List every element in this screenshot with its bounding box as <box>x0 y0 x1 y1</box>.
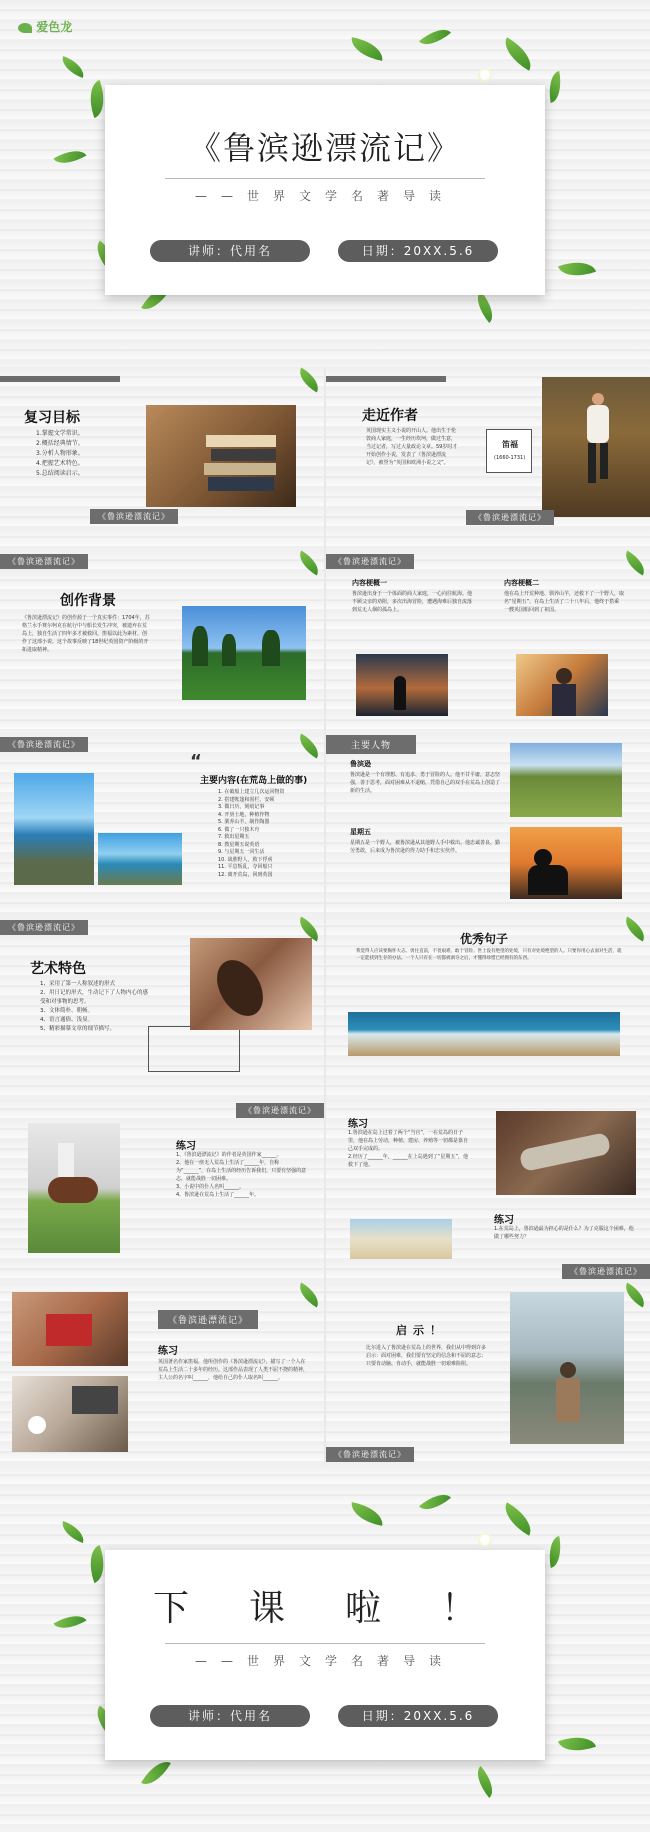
list-item: 4. 开垦土地，种植作物 <box>218 811 270 818</box>
leaf-icon <box>54 143 87 170</box>
leaf-icon <box>58 56 87 78</box>
list-item: 1. 在破船上建立几次运回物资 <box>218 789 285 795</box>
flower-icon <box>480 70 490 80</box>
author-body: 英国现实主义小说的开山人。他出生于伦敦商人家庭，一生经历坎坷，做过生意，当过记者，写过大量政论文章。59岁时才开始创作小说，发表了《鲁滨逊漂流记》，被誉为“英国和欧洲小说之父”。 <box>366 428 458 466</box>
leaf-icon <box>498 37 538 71</box>
section-heading: 创作背景 <box>60 593 116 609</box>
slide-inspiration <box>326 1282 650 1465</box>
flower-icon <box>480 1535 490 1545</box>
leaf-icon <box>620 1282 650 1307</box>
book-tag: 《鲁滨逊漂流记》 <box>0 737 88 752</box>
desk-photo <box>12 1376 128 1452</box>
list-item: 3.分析人物形象。 <box>36 450 84 457</box>
sunset-man-photo <box>356 654 448 716</box>
leaf-icon <box>470 291 500 323</box>
list-item: 1.掌握文学常识。 <box>36 430 84 437</box>
leaf-icon <box>546 1536 565 1568</box>
leaf-icon <box>546 71 565 103</box>
cover-subtitle: ——世界文学名著导读 <box>194 189 455 203</box>
leaf-icon <box>558 1730 596 1759</box>
list-item: 5.总结阅读启示。 <box>36 470 84 477</box>
slide-exercise-3 <box>0 1282 324 1465</box>
slide-good-sentences <box>326 916 650 1099</box>
top-bar <box>326 376 446 382</box>
content-list <box>218 789 284 879</box>
list-item: 8. 教星期五说英语 <box>218 841 260 848</box>
book-tag: 《鲁滨逊漂流记》 <box>326 1447 414 1462</box>
runner-photo <box>542 377 650 517</box>
section-heading: 复习目标 <box>24 410 80 426</box>
synopsis-body-2: 他在岛上开荒种地、驯养山羊，还救下了一个野人，取名“星期五”。在岛上生活了二十八年后，他终于搭乘一艘英国船回到了祖国。 <box>504 591 625 613</box>
hill-photo <box>510 743 622 817</box>
end-title: 下课啦！ <box>152 1588 537 1629</box>
list-item: 4、语言通俗、浅显。 <box>40 1017 93 1023</box>
slide-exercise-2 <box>326 1099 650 1282</box>
author-name-box <box>486 429 532 473</box>
sentences-body: 我觉得人应该要胸怀大志、勇往直前，不畏艰难，敢于冒险。世上没有绝望的处境，只有对处境绝望的人。只要你用心去面对生活，就一定能找到生存的办法。一个人只有在一切都被剥夺之后，才懂得珍惜已经拥有的东西。 <box>356 949 622 961</box>
section-heading: 优秀句子 <box>460 932 509 946</box>
list-item: 12. 离开荒岛，回到英国 <box>218 871 273 878</box>
leaf-icon <box>349 1502 386 1526</box>
reading-silhouette-photo <box>510 827 622 899</box>
leaf-icon <box>294 550 324 575</box>
list-item: 9. 与星期五一同生活 <box>218 849 265 855</box>
list-item: 2. 搭建帐篷和围栏，安顿 <box>218 796 275 803</box>
end-divider <box>165 1643 485 1644</box>
exercise-body: 1.鲁滨逊在岛上过着了两个“当官”，一在荒岛的日子里，他在岛上劳动，种植、建房、养殖等一切都是靠自己双手完成的。 2.经历了______年，______在上岛遇到了“星期五”，他救下了他。 <box>348 1130 469 1168</box>
leaf-icon <box>294 367 324 392</box>
list-item: 5. 驯养山羊，制作陶器 <box>218 819 270 825</box>
character-body-1: 鲁滨逊是一个有理想、有追求、勇于冒险的人。他不甘平庸，意志坚强，善于思考，面对困难从不退缩，凭借自己的双手在荒岛上创造了新的生活。 <box>350 772 501 794</box>
leaf-icon <box>349 37 386 61</box>
book-tag: 《鲁滨逊漂流记》 <box>562 1264 650 1279</box>
girl-road-photo <box>510 1292 624 1444</box>
character-body-2: 星期五是一个野人，被鲁滨逊从其他野人手中救出。他忠诚善良、勤劳勇敢，后来成为鲁滨逊的得力助手和忠实伙伴。 <box>350 840 501 854</box>
slide-synopsis <box>326 550 650 733</box>
quote-icon: “ <box>190 751 202 772</box>
list-item: 7. 救出星期五 <box>218 834 250 840</box>
slide-art-features <box>0 916 324 1099</box>
cover-teacher-pill: 讲师：代用名 <box>150 240 310 262</box>
leaf-icon <box>54 1608 87 1635</box>
cover-card <box>105 85 545 295</box>
goal-list <box>36 429 84 479</box>
list-item: 4.把握艺术特色。 <box>36 460 84 467</box>
park-photo <box>182 606 306 700</box>
logo-icon <box>18 23 32 33</box>
character-name-2: 星期五 <box>350 828 371 836</box>
inspiration-body: 比尔进入了鲁滨逊在荒岛上的世界，我们从中得到许多启示：面对困难，我们要有坚定的信念和不屈的意志；只要肯动脑、肯动手，就能战胜一切艰难险阻。 <box>366 1345 487 1367</box>
guitar-photo <box>190 938 312 1030</box>
leaf-icon <box>419 1487 451 1517</box>
list-item: 1、采用了第一人称叙述的形式 <box>40 981 116 987</box>
section-heading: 艺术特色 <box>30 961 86 977</box>
book-tag: 《鲁滨逊漂流记》 <box>0 920 88 935</box>
book-tag: 《鲁滨逊漂流记》 <box>90 509 178 524</box>
leaf-icon <box>558 255 596 284</box>
list-item: 3. 做日历，刻痕记事 <box>218 804 265 810</box>
coast-photo <box>98 833 182 885</box>
section-heading: 练习 <box>158 1346 178 1357</box>
end-date-pill: 日期：20XX.5.6 <box>338 1705 498 1727</box>
cover-divider <box>165 178 485 179</box>
leaf-icon <box>141 1755 171 1791</box>
section-heading: 练习 <box>348 1119 368 1130</box>
background-body: 《鲁滨逊漂流记》的创作源于一个真实事件：1704年，苏格兰水手赛尔柯克在航行中与船长发生冲突，被遗弃在荒岛上，独自生活了四年多才被救回。笛福以此为素材，创作了这部小说。这个故事反映了18世纪英国资产阶级的开拓进取精神。 <box>22 615 150 653</box>
section-heading-2: 练习 <box>494 1215 514 1226</box>
leaf-icon <box>620 916 650 941</box>
book-tag: 《鲁滨逊漂流记》 <box>236 1103 324 1118</box>
book-reading-photo <box>12 1292 128 1366</box>
books-photo <box>146 405 296 507</box>
leaf-icon <box>58 1521 87 1543</box>
list-item: 2.概括经典情节。 <box>36 440 84 447</box>
cover-title: 《鲁滨逊漂流记》 <box>188 129 461 167</box>
end-card <box>105 1550 545 1760</box>
cover-date-pill: 日期：20XX.5.6 <box>338 240 498 262</box>
bottle-photo <box>496 1111 636 1195</box>
cover-slide <box>0 0 650 367</box>
end-slide <box>0 1465 650 1832</box>
end-teacher-pill: 讲师：代用名 <box>150 1705 310 1727</box>
list-item: 6. 做了一只独木舟 <box>218 826 260 833</box>
characters-tag: 主要人物 <box>326 735 416 754</box>
leaf-icon <box>470 1766 500 1798</box>
slide-characters <box>326 733 650 916</box>
author-years: (1660-1731) <box>494 455 526 461</box>
book-tag: 《鲁滨逊漂流记》 <box>326 554 414 569</box>
list-item: 3、文体简朴、朝畅。 <box>40 1008 93 1014</box>
ocean-photo <box>348 1012 620 1056</box>
leaf-icon <box>620 550 650 575</box>
exercise-body-2: 1.在荒岛上，鲁滨逊最为担心的是什么？为了克服这个困难，他做了哪些努力？ <box>494 1226 634 1240</box>
leaf-icon <box>419 22 451 52</box>
section-heading: 启示！ <box>396 1324 447 1337</box>
section-heading: 走近作者 <box>362 408 418 424</box>
list-item: 2、用日记的形式，生动记下了人物内心的感受和对事物的思考。 <box>40 990 149 1005</box>
art-list <box>40 980 150 1034</box>
horse-rider-photo <box>28 1123 120 1253</box>
list-item: 10. 战胜野人，救下俘虏 <box>218 856 273 863</box>
slide-main-content <box>0 733 324 916</box>
exercise-body: 英国著名作家笛福，他所创作的《鲁滨逊漂流记》，描写了一个人在荒岛上生活二十多年的经历。这部作品表现了人类不屈不挠的精神，主人公的名字叫______，他给自己的仆人取名叫______。 <box>158 1359 309 1381</box>
leaf-icon <box>294 1282 324 1307</box>
book-tag: 《鲁滨逊漂流记》 <box>158 1310 258 1329</box>
book-tag: 《鲁滨逊漂流记》 <box>0 554 88 569</box>
slide-background <box>0 550 324 733</box>
section-heading: 练习 <box>176 1141 196 1152</box>
synopsis-title-1: 内容梗概一 <box>352 579 387 587</box>
section-heading: 主要内容(在荒岛上做的事) <box>200 776 308 786</box>
synopsis-body-1: 鲁滨逊出身于一个体面的商人家庭，一心向往航海。他不顾父亲的劝阻，多次出海冒险，遭遇海难后独自流落到荒无人烟的孤岛上。 <box>352 591 473 613</box>
sea-photo <box>14 773 94 885</box>
frame-outline <box>148 1026 240 1072</box>
slide-exercise-1 <box>0 1099 324 1282</box>
girl-photo <box>516 654 608 716</box>
synopsis-title-2: 内容梗概二 <box>504 579 539 587</box>
slide-review-goals <box>0 367 324 550</box>
list-item: 5、精彩描摹文章的细节描写。 <box>40 1026 116 1032</box>
leaf-icon <box>294 733 324 758</box>
top-bar <box>0 376 120 382</box>
exercise-body: 1、《鲁滨逊漂流记》的作者是英国作家______。 2、他在一座无人荒岛上生活了______年，自称为“______”，在岛上生活的经历告诉我们，只要有坚强的意志，就能战胜一切困难。 3、小说中的仆人名叫______。 4、鲁滨逊在荒岛上生活了______年。 <box>176 1152 307 1198</box>
book-tag: 《鲁滨逊漂流记》 <box>466 510 554 525</box>
leaf-icon <box>498 1502 538 1536</box>
slide-author <box>326 367 650 550</box>
character-name-1: 鲁滨逊 <box>350 760 371 768</box>
end-subtitle: ——世界文学名著导读 <box>194 1654 455 1668</box>
logo: 爱色龙 <box>18 18 72 35</box>
beach-photo <box>350 1219 452 1259</box>
list-item: 11. 平息叛乱，夺回船只 <box>218 864 273 870</box>
author-name: 笛福 <box>502 440 518 449</box>
